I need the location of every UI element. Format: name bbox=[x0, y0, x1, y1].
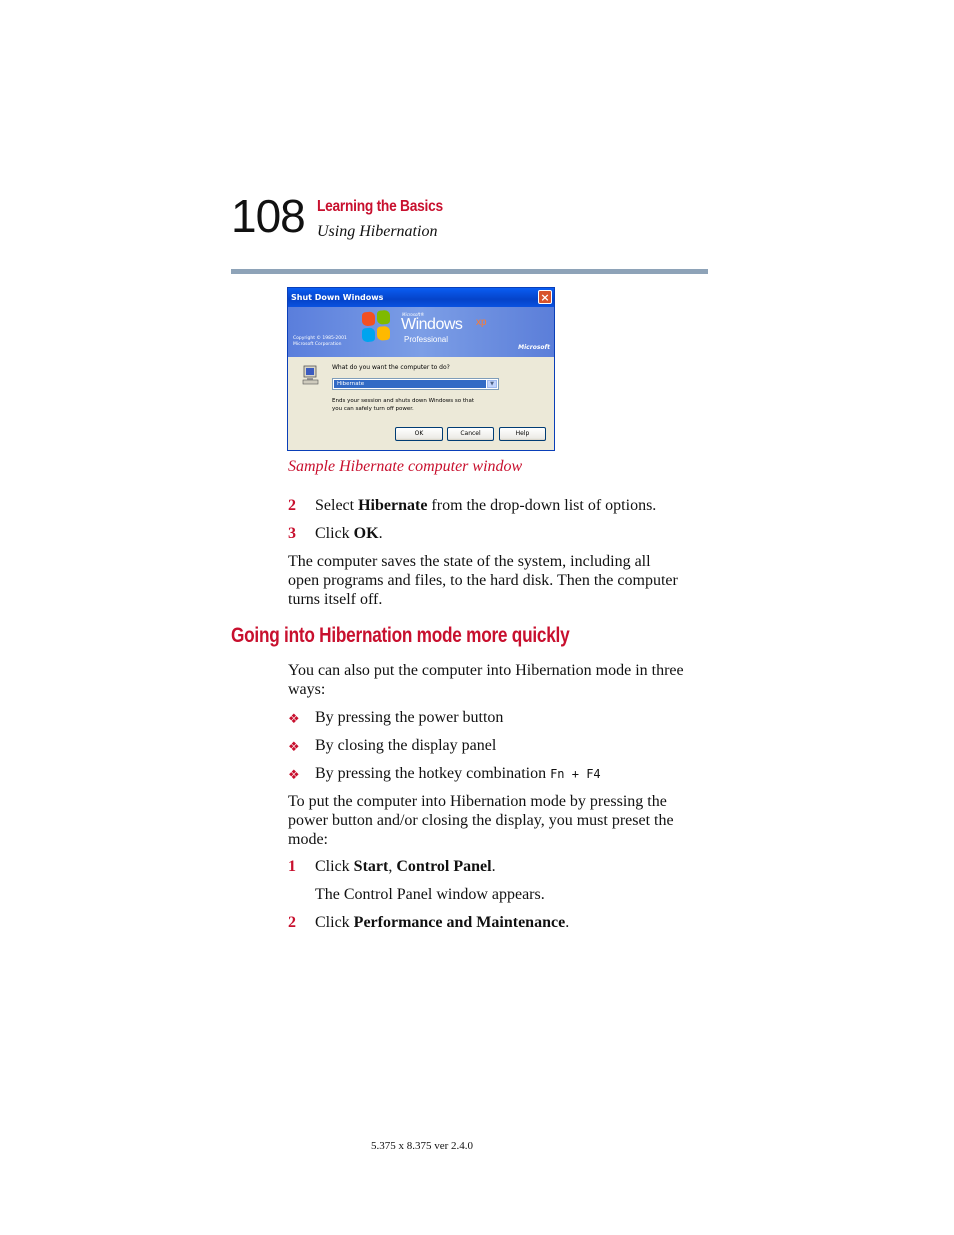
chevron-down-icon[interactable]: ▼ bbox=[487, 380, 497, 388]
windows-xp-banner bbox=[288, 307, 554, 357]
section-heading: Going into Hibernation mode more quickly bbox=[231, 624, 570, 647]
step-text: Click Performance and Maintenance. bbox=[315, 914, 570, 931]
dropdown-selected-value: Hibernate bbox=[334, 380, 486, 388]
step-number: 1 bbox=[288, 858, 296, 875]
cancel-button[interactable]: Cancel bbox=[447, 427, 494, 441]
shutdown-dialog-screenshot bbox=[287, 287, 555, 451]
xp-wordmark: xp bbox=[476, 317, 487, 328]
step-result: The Control Panel window appears. bbox=[315, 886, 545, 903]
edition-label: Professional bbox=[404, 335, 449, 344]
step-text: Select Hibernate from the drop-down list of options. bbox=[315, 497, 657, 514]
list-item: By pressing the hotkey combination Fn + F4 bbox=[315, 765, 601, 782]
dialog-title: Shut Down Windows bbox=[291, 293, 384, 302]
ok-button[interactable]: OK bbox=[395, 427, 443, 441]
chapter-title: Learning the Basics bbox=[317, 198, 443, 215]
windows-flag-icon bbox=[362, 309, 392, 344]
paragraph: The computer saves the state of the system, including all open programs and files, to the hard disk. Then the computer turns itself off. bbox=[288, 553, 678, 608]
copyright-text: Copyright © 1985-2001 Microsoft Corporation bbox=[293, 336, 347, 347]
bullet-diamond-icon: ❖ bbox=[288, 767, 300, 782]
microsoft-logo: Microsoft bbox=[518, 344, 550, 351]
step-text: Click OK. bbox=[315, 525, 383, 542]
hotkey: Fn + F4 bbox=[550, 767, 601, 781]
step-number: 2 bbox=[288, 914, 296, 931]
bullet-diamond-icon: ❖ bbox=[288, 711, 300, 726]
step-text: Click Start, Control Panel. bbox=[315, 858, 496, 875]
bullet-diamond-icon: ❖ bbox=[288, 739, 300, 754]
windows-wordmark: Windows bbox=[401, 316, 463, 333]
page-number: 108 bbox=[231, 190, 305, 242]
paragraph: To put the computer into Hibernation mode by pressing the power button and/or closing the display, you must preset the mode: bbox=[288, 793, 674, 848]
dialog-description: Ends your session and shuts down Windows so that you can safely turn off power. bbox=[332, 398, 475, 412]
figure-caption: Sample Hibernate computer window bbox=[288, 458, 523, 475]
help-button[interactable]: Help bbox=[499, 427, 546, 441]
close-icon: × bbox=[538, 290, 552, 304]
dialog-question: What do you want the computer to do? bbox=[332, 364, 450, 371]
step-number: 2 bbox=[288, 497, 296, 514]
header-rule bbox=[231, 269, 708, 274]
action-dropdown[interactable] bbox=[332, 378, 499, 390]
dialog-titlebar bbox=[288, 288, 554, 307]
microsoft-small-label: Microsoft® bbox=[402, 312, 425, 317]
section-title: Using Hibernation bbox=[317, 223, 438, 240]
page-footer: 5.375 x 8.375 ver 2.4.0 bbox=[371, 1140, 474, 1152]
list-item: By closing the display panel bbox=[315, 737, 497, 754]
paragraph: You can also put the computer into Hibernation mode in three ways: bbox=[288, 662, 684, 698]
step-number: 3 bbox=[288, 525, 296, 542]
computer-icon bbox=[302, 364, 320, 386]
list-item: By pressing the power button bbox=[315, 709, 504, 726]
